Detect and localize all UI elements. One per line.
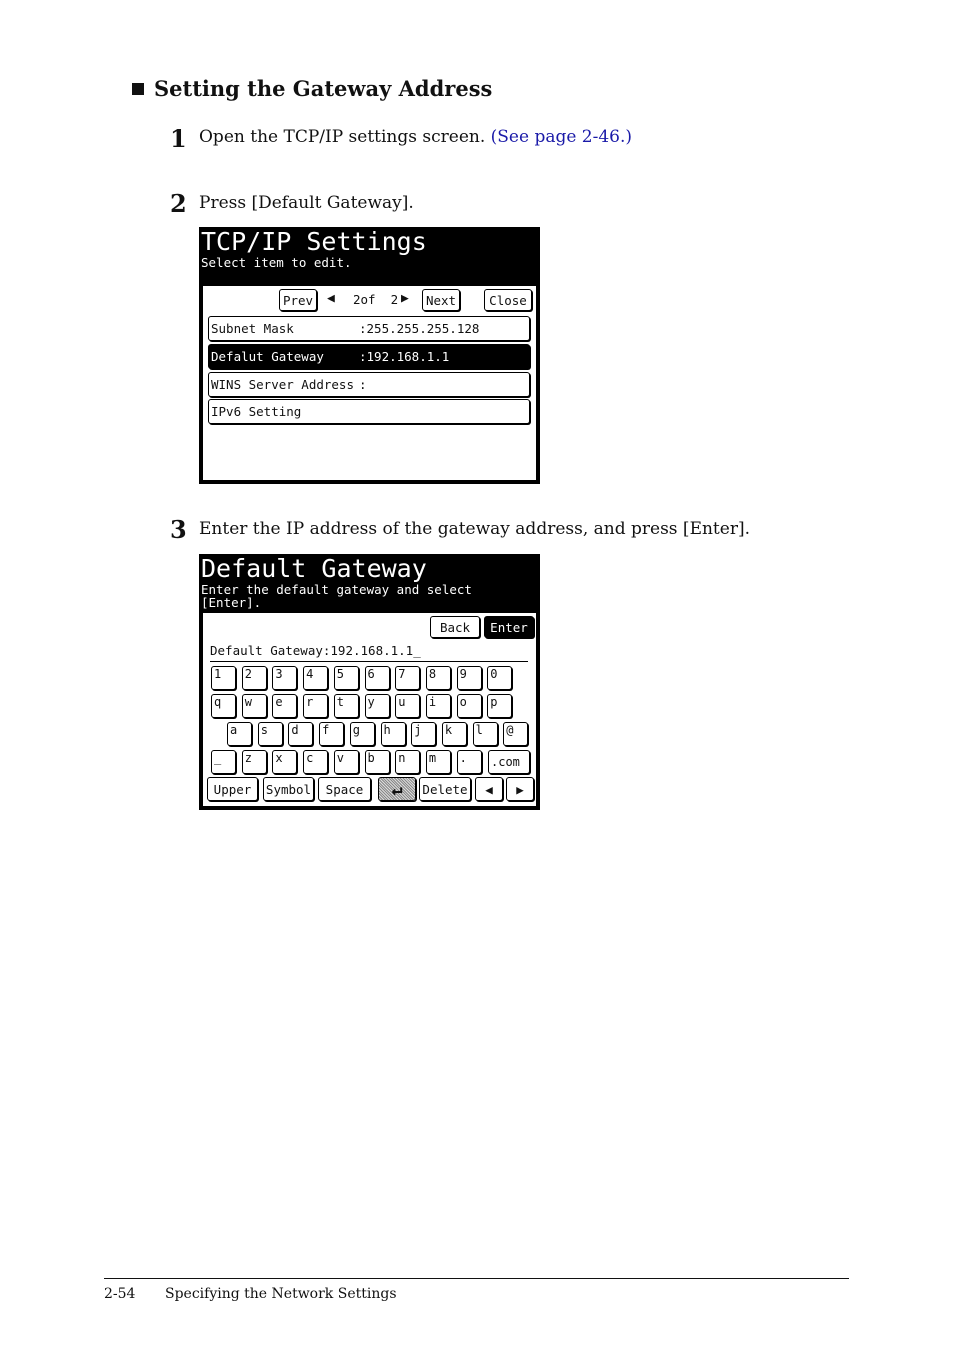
enter-return-key[interactable] [378,777,416,801]
key-2-6[interactable]: u [395,694,420,718]
input-underline [210,661,528,662]
next-button[interactable]: Next [422,289,460,311]
back-button[interactable]: Back [430,616,480,638]
gateway-input[interactable]: Default Gateway:192.168.1.1_ [210,643,421,658]
key-2-9[interactable]: p [487,694,512,718]
key-4-5[interactable]: b [365,750,390,774]
key-3-6[interactable]: j [411,722,436,746]
right-arrow-icon: ▶ [516,781,524,797]
key-2-5[interactable]: y [365,694,390,718]
key-4-0[interactable]: _ [211,750,236,774]
enter-button[interactable]: Enter [484,616,534,638]
space-button[interactable]: Space [318,777,371,801]
key-1-6[interactable]: 7 [395,666,420,690]
tcpip-header [200,228,539,269]
step-3-number: 3 [170,515,187,544]
key-1-9[interactable]: 0 [487,666,512,690]
key-2-8[interactable]: o [457,694,482,718]
subnet-mask-item[interactable] [208,316,530,341]
subnet-mask-value: :255.255.255.128 [359,321,480,336]
footer-page-number: 2-54 [104,1286,136,1302]
tcpip-title: TCP/IP Settings [201,227,427,256]
key-2-3[interactable]: r [303,694,328,718]
section-title-text: Setting the Gateway Address [154,76,493,101]
key-1-3[interactable]: 4 [303,666,328,690]
key-4-4[interactable]: v [334,750,359,774]
key-2-4[interactable]: t [334,694,359,718]
gateway-subtitle: Enter the default gateway and select [Enter]. [201,582,472,610]
key-3-8[interactable]: l [473,722,498,746]
cursor-right-button[interactable] [506,777,534,801]
cursor-left-button[interactable] [475,777,503,801]
key-4-8[interactable]: . [457,750,482,774]
key-1-1[interactable]: 2 [242,666,267,690]
step-2-text: Press [Default Gateway]. [199,193,414,213]
dotcom-key[interactable]: .com [488,750,530,774]
footer-title: Specifying the Network Settings [165,1286,397,1302]
ipv6-setting-item[interactable] [208,399,530,424]
key-4-1[interactable]: z [242,750,267,774]
key-3-5[interactable]: h [381,722,406,746]
tcpip-settings-screen [199,227,540,484]
tcpip-subtitle: Select item to edit. [201,255,352,270]
key-4-7[interactable]: m [426,750,451,774]
key-3-9[interactable]: @ [503,722,528,746]
default-gateway-item[interactable] [208,344,530,369]
tcpip-body [201,284,538,482]
key-3-0[interactable]: a [227,722,252,746]
step-2-number: 2 [170,189,187,218]
key-1-7[interactable]: 8 [426,666,451,690]
key-3-2[interactable]: d [288,722,313,746]
key-4-2[interactable]: x [272,750,297,774]
delete-button[interactable]: Delete [419,777,471,801]
default-gateway-label: Defalut Gateway [211,349,324,364]
subnet-mask-label: Subnet Mask [211,321,294,336]
default-gateway-value: :192.168.1.1 [359,349,450,364]
close-button[interactable]: Close [484,289,532,311]
key-1-4[interactable]: 5 [334,666,359,690]
key-2-0[interactable]: q [211,694,236,718]
page-indicator: 2of 2 [353,292,399,307]
key-3-3[interactable]: f [319,722,344,746]
square-bullet-icon [132,83,144,95]
footer-rule [104,1278,849,1279]
step-1-text [199,127,632,147]
key-2-1[interactable]: w [242,694,267,718]
step-1-number: 1 [170,124,187,153]
key-1-8[interactable]: 9 [457,666,482,690]
wins-server-value: : [359,377,367,392]
key-4-3[interactable]: c [303,750,328,774]
gateway-body [201,611,538,808]
key-3-7[interactable]: k [442,722,467,746]
section-title [132,76,492,101]
key-2-7[interactable]: i [426,694,451,718]
prev-button[interactable]: Prev [279,289,317,311]
wins-server-item[interactable] [208,372,530,397]
see-page-link[interactable]: (See page 2-46.) [490,127,633,147]
step-3-text: Enter the IP address of the gateway address, and press [Enter]. [199,519,750,539]
key-2-2[interactable]: e [272,694,297,718]
wins-server-label: WINS Server Address [211,377,354,392]
right-arrow-icon: ▶ [401,291,409,306]
left-arrow-icon: ◀ [485,781,493,797]
key-1-0[interactable]: 1 [211,666,236,690]
gateway-title: Default Gateway [201,554,427,583]
step-1-instruction: Open the TCP/IP settings screen. [199,127,491,147]
key-1-2[interactable]: 3 [272,666,297,690]
key-1-5[interactable]: 6 [365,666,390,690]
symbol-button[interactable]: Symbol [263,777,314,801]
default-gateway-screen [199,554,540,810]
left-arrow-icon: ◀ [327,291,335,306]
ipv6-setting-label: IPv6 Setting [211,404,302,419]
return-icon: ↵ [391,778,403,800]
key-3-4[interactable]: g [350,722,375,746]
key-3-1[interactable]: s [258,722,283,746]
upper-button[interactable]: Upper [207,777,258,801]
key-4-6[interactable]: n [395,750,420,774]
